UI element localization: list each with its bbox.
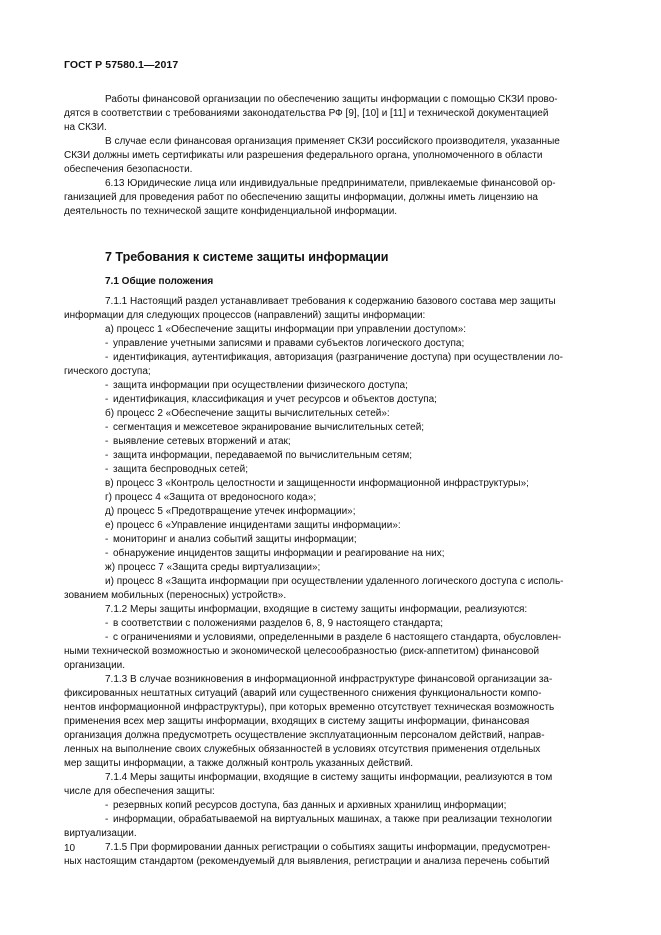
paragraph-cont: ганизацией для проведения работ по обеспечению защиты информации, должны иметь лицензию на [64,192,538,203]
section-7-title: 7 Требования к системе защиты информации [105,250,389,264]
paragraph-cont: применения всех мер защиты информации, входящих в систему защиты информации, финансовая [64,716,530,727]
paragraph-cont: деятельность по технической защите конфиденциальной информации. [64,206,398,217]
dash-item: - защита информации при осуществлении физического доступа; [105,380,408,391]
paragraph-cont: ных настоящим стандартом (рекомендуемый для выявления, регистрации и анализа перечень событий [64,856,550,867]
paragraph: В случае если финансовая организация применяет СКЗИ российского производителя, указанные [105,136,560,147]
dash-item: - в соответствии с положениями разделов 6, 8, 9 настоящего стандарта; [105,618,444,629]
paragraph-cont: нентов информационной инфраструктуры), при которых временно отсутствует техническая возможность [64,702,555,713]
dash-item: - защита беспроводных сетей; [105,464,248,475]
document-header: ГОСТ Р 57580.1—2017 [64,59,179,71]
paragraph-cont: на СКЗИ. [64,122,107,133]
clause-7-1-5: 7.1.5 При формировании данных регистрации о событиях защиты информации, предусмотрен- [105,842,551,853]
paragraph-cont: дятся в соответствии с требованиями законодательства РФ [9], [10] и [11] и технической документацией [64,108,549,119]
dash-item: - резервных копий ресурсов доступа, баз данных и архивных хранилищ информации; [105,800,507,811]
paragraph-cont: СКЗИ должны иметь сертификаты или разрешения федерального органа, уполномоченного в области [64,150,543,161]
dash-item: - идентификация, аутентификация, авторизация (разграничение доступа) при осуществлении ло- [105,352,563,363]
list-item: а) процесс 1 «Обеспечение защиты информации при управлении доступом»: [105,324,467,335]
paragraph-cont: ленных на выполнение своих служебных обязанностей в условиях отсутствия применения отдельных [64,744,541,755]
page-number: 10 [64,843,76,854]
document-body [64,93,629,869]
dash-item: - обнаружение инцидентов защиты информации и реагирование на них; [105,548,445,559]
paragraph-cont: ными технической возможностью и экономической целесообразностью (риск-аппетитом) финансовой [64,646,540,657]
clause-6-13: 6.13 Юридические лица или индивидуальные предприниматели, привлекаемые финансовой ор- [105,178,556,189]
paragraph-cont: виртуализации. [64,828,137,839]
paragraph-cont: обеспечения безопасности. [64,164,193,175]
dash-item: - выявление сетевых вторжений и атак; [105,436,291,447]
list-item: и) процесс 8 «Защита информации при осуществлении удаленного логического доступа с исполь- [105,576,564,587]
clause-7-1-4: 7.1.4 Меры защиты информации, входящие в систему защиты информации, реализуются в том [105,772,553,783]
clause-7-1-1: 7.1.1 Настоящий раздел устанавливает требования к содержанию базового состава мер защиты [105,296,556,307]
paragraph-cont: информации для следующих процессов (направлений) защиты информации: [64,310,426,321]
subsection-7-1-title: 7.1 Общие положения [105,276,214,287]
clause-7-1-3: 7.1.3 В случае возникновения в информационной инфраструктуре финансовой организации за- [105,674,553,685]
list-item: д) процесс 5 «Предотвращение утечек информации»; [105,506,356,517]
list-item: г) процесс 4 «Защита от вредоносного кода»; [105,492,317,503]
clause-7-1-2: 7.1.2 Меры защиты информации, входящие в систему защиты информации, реализуются: [105,604,528,615]
paragraph-cont: фиксированных нештатных ситуаций (аварий или существенного снижения функциональности компо- [64,688,542,699]
dash-item: - сегментация и межсетевое экранирование вычислительных сетей; [105,422,425,433]
paragraph-cont: гического доступа; [64,366,151,377]
list-item: в) процесс 3 «Контроль целостности и защищенности информационной инфраструктуры»; [105,478,529,489]
dash-item: - защита информации, передаваемой по вычислительным сетям; [105,450,412,461]
paragraph-cont: числе для обеспечения защиты: [64,786,215,797]
dash-item: - управление учетными записями и правами субъектов логического доступа; [105,338,465,349]
paragraph: Работы финансовой организации по обеспечению защиты информации с помощью СКЗИ прово- [105,94,558,105]
paragraph-cont: организация должна предусмотреть осуществление эксплуатационным персоналом действий, направ- [64,730,545,741]
dash-item: - мониторинг и анализ событий защиты информации; [105,534,357,545]
dash-item: - идентификация, классификация и учет ресурсов и объектов доступа; [105,394,437,405]
list-item: ж) процесс 7 «Защита среды виртуализации»; [105,562,321,573]
paragraph-cont: зованием мобильных (переносных) устройств». [64,590,287,601]
paragraph-cont: мер защиты информации, а также должный контроль указанных действий. [64,758,414,769]
dash-item: - информации, обрабатываемой на виртуальных машинах, а также при реализации технологии [105,814,553,825]
paragraph-cont: организации. [64,660,126,671]
dash-item: - с ограничениями и условиями, определенными в разделе 6 настоящего стандарта, обусловлен- [105,632,562,643]
list-item: б) процесс 2 «Обеспечение защиты вычислительных сетей»: [105,408,390,419]
list-item: е) процесс 6 «Управление инцидентами защиты информации»: [105,520,401,531]
